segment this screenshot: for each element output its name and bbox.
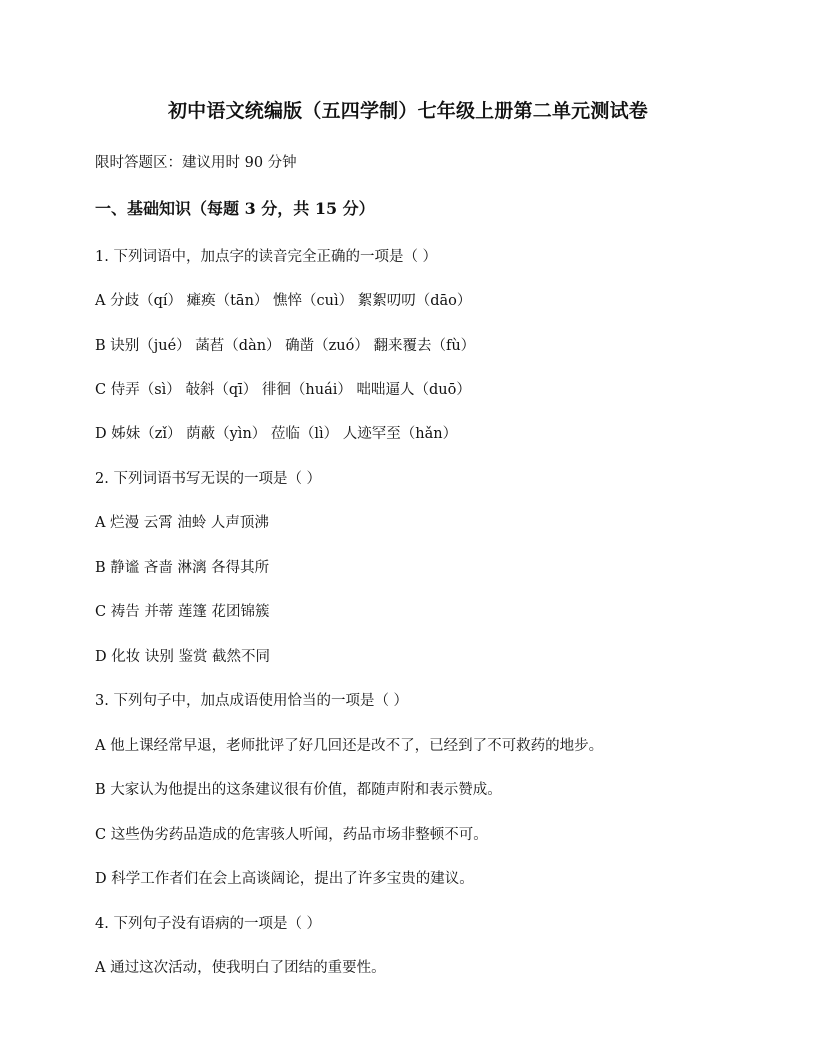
section-heading-basic-knowledge: 一、基础知识（每题 3 分，共 15 分） [95, 199, 375, 218]
question-3-stem: 3. 下列句子中，加点成语使用恰当的一项是（ ） [95, 693, 409, 709]
question-4-option-a: A 通过这次活动，使我明白了团结的重要性。 [95, 960, 386, 976]
question-3-option-b: B 大家认为他提出的这条建议很有价值，都随声附和表示赞成。 [95, 782, 502, 798]
question-3-option-c: C 这些伪劣药品造成的危害骇人听闻，药品市场非整顿不可。 [95, 827, 488, 843]
question-3-option-d: D 科学工作者们在会上高谈阔论，提出了许多宝贵的建议。 [95, 871, 474, 887]
question-1-stem: 1. 下列词语中，加点字的读音完全正确的一项是（ ） [95, 249, 438, 265]
question-4-stem: 4. 下列句子没有语病的一项是（ ） [95, 916, 322, 932]
question-2-option-b: B 静谧 吝啬 淋漓 各得其所 [95, 560, 270, 576]
question-2-option-d: D 化妆 诀别 鉴赏 截然不同 [95, 649, 271, 665]
question-1-option-a: A 分歧（qí） 瘫痪（tān） 憔悴（cuì） 絮絮叨叨（dāo） [95, 293, 472, 309]
question-2-option-c: C 祷告 并蒂 莲篷 花团锦簇 [95, 604, 270, 620]
question-1-option-b: B 诀别（jué） 菡萏（dàn） 确凿（zuó） 翻来覆去（fù） [95, 338, 476, 354]
question-3-option-a: A 他上课经常早退，老师批评了好几回还是改不了，已经到了不可救药的地步。 [95, 738, 604, 754]
question-1-option-d: D 姊妹（zǐ） 荫蔽（yìn） 莅临（lì） 人迹罕至（hǎn） [95, 426, 458, 442]
question-1-option-c: C 侍弄（sì） 敧斜（qī） 徘徊（huái） 咄咄逼人（duō） [95, 382, 471, 398]
document-title: 初中语文统编版（五四学制）七年级上册第二单元测试卷 [167, 100, 648, 122]
time-note: 限时答题区：建议用时 90 分钟 [95, 155, 297, 171]
question-2-stem: 2. 下列词语书写无误的一项是（ ） [95, 471, 322, 487]
question-2-option-a: A 烂漫 云霄 油蛉 人声顶沸 [95, 515, 269, 531]
